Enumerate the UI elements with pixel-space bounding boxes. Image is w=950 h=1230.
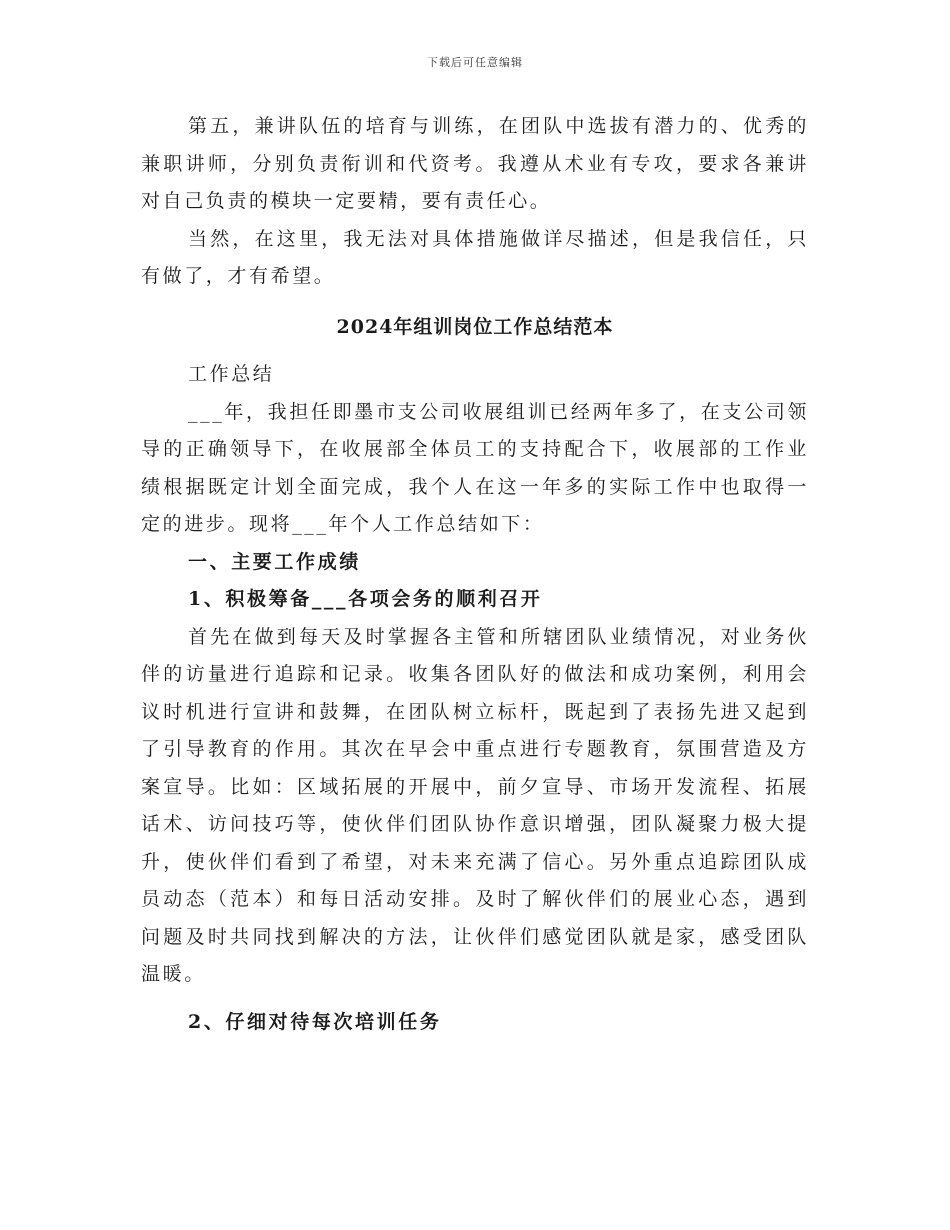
item-heading-meetings: 1、积极筹备___各项会务的顺利召开	[188, 588, 543, 610]
section-heading-main-achievements: 一、主要工作成绩	[188, 550, 361, 573]
paragraph-meetings-body: 首先在做到每天及时掌握各主管和所辖团队业绩情况，对业务伙伴的访量进行追踪和记录。收集各团队好的做法和成功案例，利用会议时机进行宣讲和鼓舞，在团队树立标杆，既起到了表扬先进又起到了引导教育的作用。其次在早会中重点进行专题教育，氛围营造及方案宣导。比如：区域拓展的开展中，前夕宣导、市场开发流程、拓展话术、访问技巧等，使伙伴们团队协作意识增强，团队凝聚力极大提升，使伙伴们看到了希望，对未来充满了信心。另外重点追踪团队成员动态（范本）和每日活动安排。及时了解伙伴们的展业心态，遇到问题及时共同找到解决的方法，让伙伴们感觉团队就是家，感受团队温暖。	[141, 625, 809, 985]
document-body	[141, 108, 809, 1041]
paragraph-intro: ___年，我担任即墨市支公司收展组训已经两年多了，在支公司领导的正确领导下，在收展部全体员工的支持配合下，收展部的工作业绩根据既定计划全面完成，我个人在这一年多的实际工作中也取得一定的进步。现将___年个人工作总结如下：	[141, 400, 809, 535]
document-subtitle: 工作总结	[188, 363, 275, 385]
document-title: 2024年组训岗位工作总结范本	[336, 315, 614, 338]
paragraph-conclusion: 当然，在这里，我无法对具体措施做详尽描述，但是我信任，只有做了，才有希望。	[141, 227, 809, 287]
item-heading-training: 2、仔细对待每次培训任务	[188, 1010, 442, 1033]
page-header-note: 下载后可任意编辑	[427, 56, 523, 69]
paragraph-fifth-point: 第五，兼讲队伍的培育与训练，在团队中选拔有潜力的、优秀的兼职讲师，分别负责衔训和代资考。我遵从术业有专攻，要求各兼讲对自己负责的模块一定要精，要有责任心。	[141, 115, 809, 212]
